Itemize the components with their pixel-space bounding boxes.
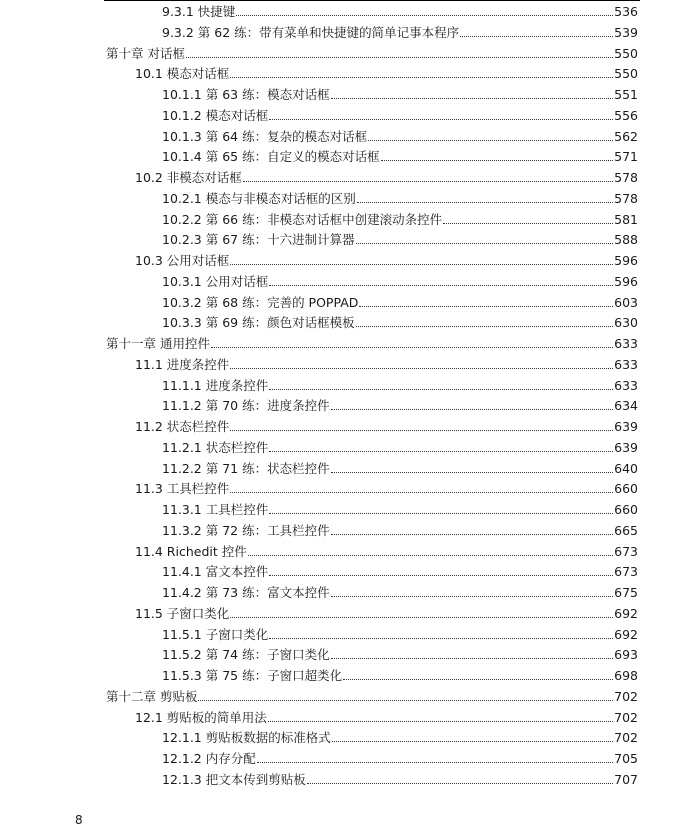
toc-subsection-entry[interactable] (162, 376, 638, 397)
toc-entry-page: 578 (614, 190, 638, 206)
toc-section-entry[interactable] (135, 64, 638, 85)
toc-entry-title: 10.1.1 第 63 练：模态对话框 (162, 87, 330, 102)
toc-entry-title: 12.1.1 剪贴板数据的标准格式 (162, 730, 331, 746)
toc-subsection-entry[interactable] (162, 127, 638, 148)
toc-entry-page: 550 (614, 66, 638, 82)
toc-entry-page: 556 (614, 107, 638, 123)
toc-subsection-entry[interactable] (162, 500, 638, 521)
toc-entry-page: 633 (614, 336, 638, 351)
toc-entry-title: 11.1.2 第 70 练：进度条控件 (162, 398, 330, 414)
toc-entry-page: 675 (614, 585, 638, 600)
toc-entry-title: 10.3.1 公用对话框 (162, 273, 269, 289)
toc-dot-leader (269, 285, 613, 286)
toc-dot-leader (359, 306, 613, 307)
toc-dot-leader (211, 347, 613, 348)
toc-entry-page: 551 (614, 87, 638, 102)
toc-entry-title: 10.3 公用对话框 (135, 253, 230, 268)
toc-entry-title: 10.2 非模态对话框 (135, 170, 242, 185)
toc-entry-title: 11.4.1 富文本控件 (162, 564, 269, 580)
toc-subsection-entry[interactable] (162, 396, 638, 417)
toc-entry-title: 11.4.2 第 73 练：富文本控件 (162, 585, 330, 600)
toc-chapter-entry[interactable] (106, 687, 638, 708)
toc-dot-leader (243, 181, 613, 182)
toc-entry-title: 10.3.2 第 68 练：完善的 POPPAD (162, 294, 359, 310)
toc-subsection-entry[interactable] (162, 147, 638, 168)
toc-dot-leader (269, 389, 613, 390)
toc-entry-title: 10.1.3 第 64 练：复杂的模态对话框 (162, 128, 368, 144)
toc-dot-leader (343, 679, 613, 680)
toc-chapter-entry[interactable] (106, 334, 638, 355)
toc-subsection-entry[interactable] (162, 210, 638, 231)
toc-dot-leader (331, 472, 614, 473)
toc-entry-page: 633 (614, 356, 638, 372)
toc-entry-page: 702 (614, 709, 638, 725)
toc-dot-leader (269, 451, 613, 452)
toc-subsection-entry[interactable] (162, 23, 638, 44)
toc-dot-leader (331, 658, 614, 659)
toc-entry-title: 10.1.4 第 65 练：自定义的模态对话框 (162, 149, 380, 165)
toc-entry-page: 673 (614, 543, 638, 559)
toc-entry-title: 11.3.1 工具栏控件 (162, 502, 269, 517)
toc-dot-leader (356, 326, 614, 327)
toc-entry-page: 692 (614, 626, 638, 642)
toc-subsection-entry[interactable] (162, 293, 638, 314)
toc-subsection-entry[interactable] (162, 666, 638, 687)
toc-dot-leader (230, 430, 613, 431)
toc-entry-title: 10.2.2 第 66 练：非模态对话框中创建滚动条控件 (162, 211, 443, 227)
toc-subsection-entry[interactable] (162, 770, 638, 791)
toc-dot-leader (269, 513, 613, 514)
toc-entry-page: 596 (614, 273, 638, 289)
toc-dot-leader (368, 140, 613, 141)
toc-section-entry[interactable] (135, 355, 638, 376)
toc-entry-page: 673 (614, 564, 638, 580)
toc-subsection-entry[interactable] (162, 625, 638, 646)
toc-entry-page: 581 (614, 211, 638, 227)
toc-entry-title: 第十二章 剪贴板 (106, 688, 198, 704)
toc-dot-leader (186, 57, 613, 58)
toc-entry-title: 11.5 子窗口类化 (135, 605, 230, 621)
toc-entry-page: 705 (614, 751, 638, 766)
toc-dot-leader (357, 202, 613, 203)
toc-entry-page: 693 (614, 647, 638, 663)
toc-entry-title: 10.3.3 第 69 练：颜色对话框模板 (162, 315, 355, 331)
toc-entry-title: 11.2.2 第 71 练：状态栏控件 (162, 460, 330, 476)
toc-entry-title: 11.5.3 第 75 练：子窗口超类化 (162, 668, 343, 683)
toc-entry-page: 578 (614, 170, 638, 185)
toc-entry-page: 665 (614, 522, 638, 538)
toc-dot-leader (269, 119, 613, 120)
toc-entry-title: 11.2.1 状态栏控件 (162, 439, 269, 455)
toc-entry-title: 11.4 Richedit 控件 (135, 543, 247, 559)
toc-dot-leader (269, 638, 613, 639)
toc-section-entry[interactable] (135, 251, 638, 272)
toc-dot-leader (230, 368, 613, 369)
toc-entry-title: 9.3.2 第 62 练：带有菜单和快捷键的简单记事本程序 (162, 24, 460, 40)
toc-subsection-entry[interactable] (162, 189, 638, 210)
toc-entry-page: 639 (614, 439, 638, 455)
toc-entry-title: 10.1.2 模态对话框 (162, 107, 269, 123)
toc-entry-title: 12.1.3 把文本传到剪贴板 (162, 771, 306, 787)
toc-dot-leader (269, 575, 613, 576)
toc-dot-leader (331, 596, 614, 597)
toc-section-entry[interactable] (135, 417, 638, 438)
toc-entry-title: 10.2.3 第 67 练：十六进制计算器 (162, 232, 355, 248)
toc-dot-leader (230, 77, 613, 78)
toc-chapter-entry[interactable] (106, 44, 638, 65)
toc-entry-page: 588 (614, 232, 638, 248)
toc-entry-title: 11.1 进度条控件 (135, 356, 230, 372)
toc-subsection-entry[interactable] (162, 728, 638, 749)
toc-entry-title: 9.3.1 快捷键 (162, 4, 236, 19)
toc-entry-title: 11.5.1 子窗口类化 (162, 626, 269, 642)
toc-dot-leader (332, 741, 613, 742)
toc-entry-page: 660 (614, 502, 638, 517)
toc-entry-page: 702 (614, 688, 638, 704)
toc-subsection-entry[interactable] (162, 645, 638, 666)
toc-entry-page: 536 (614, 4, 638, 19)
toc-entry-title: 10.2.1 模态与非模态对话框的区别 (162, 190, 356, 206)
toc-entry-page: 550 (614, 45, 638, 61)
toc-subsection-entry[interactable] (162, 2, 638, 23)
toc-entry-page: 571 (614, 149, 638, 165)
toc-subsection-entry[interactable] (162, 272, 638, 293)
toc-entry-page: 707 (614, 771, 638, 787)
toc-dot-leader (257, 762, 613, 763)
toc-entry-title: 11.5.2 第 74 练：子窗口类化 (162, 647, 330, 663)
toc-entry-page: 702 (614, 730, 638, 746)
toc-entry-page: 698 (614, 668, 638, 683)
toc-entry-page: 603 (614, 294, 638, 310)
toc-entry-page: 539 (614, 24, 638, 40)
toc-dot-leader (230, 492, 613, 493)
toc-entry-page: 692 (614, 605, 638, 621)
toc-subsection-entry[interactable] (162, 521, 638, 542)
toc-section-entry[interactable] (135, 479, 638, 500)
toc-subsection-entry[interactable] (162, 106, 638, 127)
toc-dot-leader (381, 160, 614, 161)
toc-dot-leader (230, 617, 613, 618)
toc-section-entry[interactable] (135, 604, 638, 625)
toc-dot-leader (331, 409, 614, 410)
toc-entry-page: 634 (614, 398, 638, 414)
toc-section-entry[interactable] (135, 708, 638, 729)
toc-subsection-entry[interactable] (162, 313, 638, 334)
top-rule (104, 0, 640, 1)
toc-entry-title: 10.1 模态对话框 (135, 66, 230, 82)
toc-entry-page: 639 (614, 419, 638, 434)
toc-entry-page: 596 (614, 253, 638, 268)
toc-subsection-entry[interactable] (162, 438, 638, 459)
toc-subsection-entry[interactable] (162, 562, 638, 583)
toc-dot-leader (268, 721, 613, 722)
toc-dot-leader (307, 783, 613, 784)
toc-dot-leader (331, 98, 614, 99)
toc-dot-leader (443, 223, 613, 224)
toc-dot-leader (198, 700, 613, 701)
toc-entry-title: 12.1 剪贴板的简单用法 (135, 709, 267, 725)
toc-subsection-entry[interactable] (162, 230, 638, 251)
toc-entry-title: 12.1.2 内存分配 (162, 751, 256, 766)
toc-dot-leader (460, 36, 613, 37)
toc-entry-page: 562 (614, 128, 638, 144)
toc-subsection-entry[interactable] (162, 459, 638, 480)
toc-section-entry[interactable] (135, 168, 638, 189)
toc-entry-page: 660 (614, 481, 638, 497)
toc-subsection-entry[interactable] (162, 749, 638, 770)
toc-entry-page: 633 (614, 377, 638, 393)
toc-subsection-entry[interactable] (162, 583, 638, 604)
toc-dot-leader (230, 264, 613, 265)
toc-entry-title: 11.3 工具栏控件 (135, 481, 230, 497)
toc-entry-title: 11.3.2 第 72 练：工具栏控件 (162, 522, 330, 538)
toc-entry-title: 11.1.1 进度条控件 (162, 377, 269, 393)
toc-dot-leader (331, 534, 614, 535)
toc-entry-title: 第十章 对话框 (106, 45, 185, 61)
toc-dot-leader (236, 15, 613, 16)
toc-entry-title: 11.2 状态栏控件 (135, 419, 230, 434)
toc-dot-leader (248, 555, 613, 556)
toc-section-entry[interactable] (135, 542, 638, 563)
toc-entry-page: 640 (614, 460, 638, 476)
toc-subsection-entry[interactable] (162, 85, 638, 106)
page-number: 8 (75, 813, 83, 827)
toc-dot-leader (356, 243, 614, 244)
toc-entry-page: 630 (614, 315, 638, 331)
toc-entry-title: 第十一章 通用控件 (106, 336, 210, 351)
